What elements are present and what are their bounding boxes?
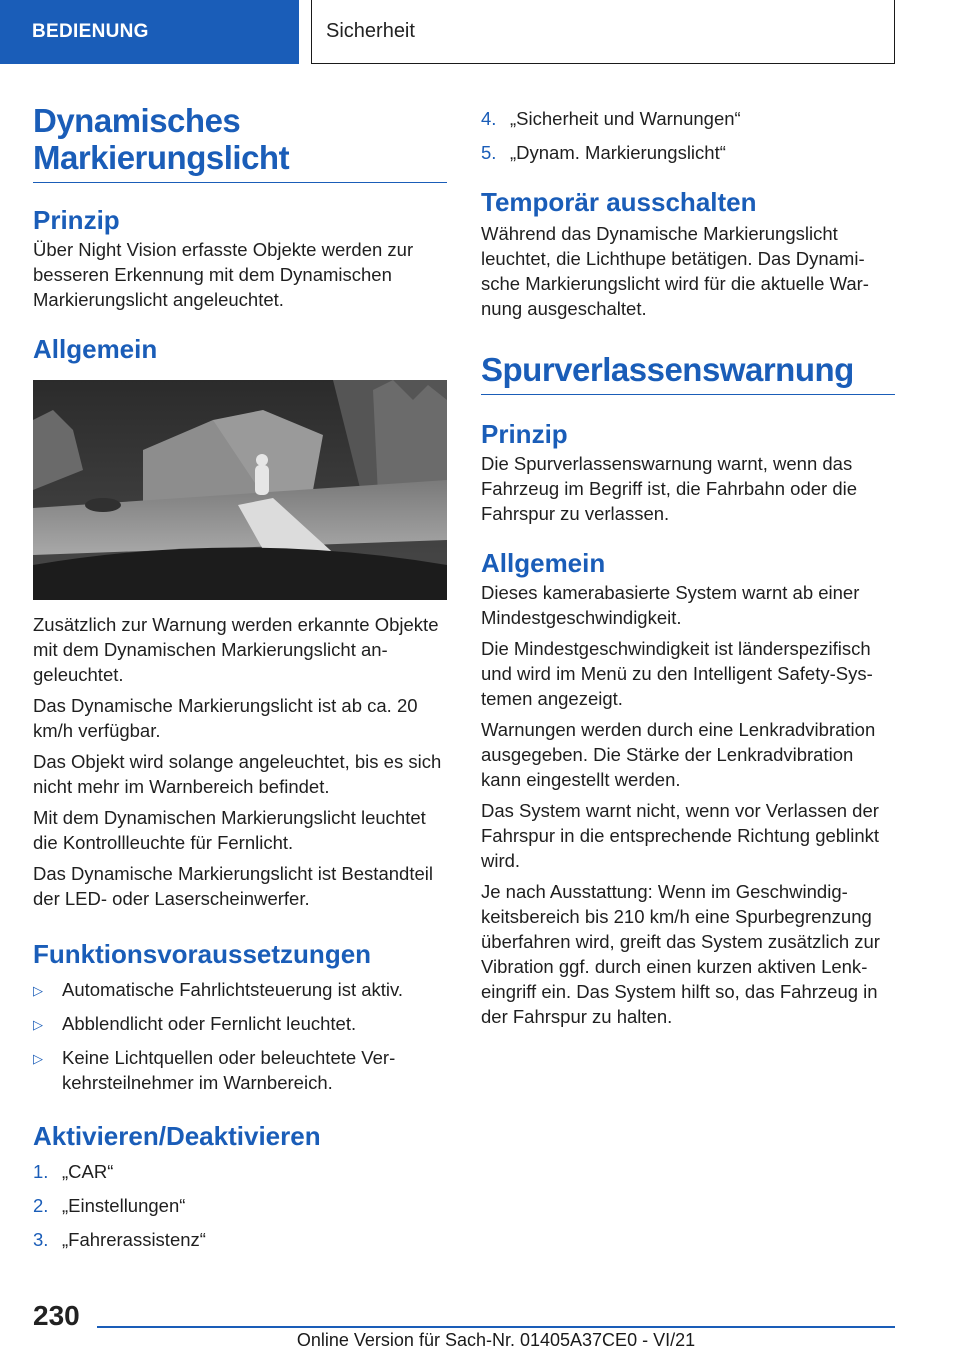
list-item [33,1011,447,1037]
steps-list-continued [481,106,895,165]
step-text: „Dynam. Markierungslicht“ [510,142,726,163]
step-text: „CAR“ [62,1161,114,1182]
step-text: „Fahrerassistenz“ [62,1229,206,1250]
step-text: „Einstellungen“ [62,1195,186,1216]
title-dynamisches-markierungslicht: Dynamisches Markierungslicht [33,102,447,183]
list-item [481,106,895,131]
left-column [33,102,447,1252]
footer-online-version: Online Version für Sach-Nr. 01405A37CE0 - VI/21 [296,1330,696,1350]
list-item [33,1159,447,1184]
list-item-text: Automatische Fahrlichtsteuerung ist aktiv. [62,979,404,1000]
heading-prinzip-spur: Prinzip [481,419,568,449]
spur-paragraph-5: Je nach Ausstattung: Wenn im Geschwindigkeitsbereich bis 210 km/h eine Spurbegrenzung überfahren wird, greift das System zusätzlich zur Vibration ggf. durch einen kurzen aktiven Lenkeingriff ein. Das System hilft so, das Fahrzeug in der Fahrspur zu halten. [481,881,880,1027]
step-number: 3. [33,1229,49,1250]
list-item-text: Abblendlicht oder Fernlicht leuchtet. [62,1013,357,1034]
prinzip-text: Über Night Vision erfasste Objekte werden zur besseren Erkennung mit dem Dynamischen Markierungslicht angeleuchtet. [33,239,414,310]
heading-prinzip: Prinzip [33,205,120,235]
list-item [33,1227,447,1252]
allgemein-paragraph-5: Das Dynamische Markierungslicht ist Bestandteil der LED- oder Laserscheinwerfer. [33,863,433,909]
list-item [33,1193,447,1218]
list-item-text: Keine Lichtquellen oder beleuchtete Verkehrsteilnehmer im Warnbereich. [62,1047,396,1093]
page-number: 230 [33,1300,80,1331]
spur-paragraph-3: Warnungen werden durch eine Lenkradvibration ausgegeben. Die Stärke der Lenkradvibration kann eingestellt werden. [481,719,876,790]
step-number: 2. [33,1195,49,1216]
triangle-bullet-icon: ▷ [33,1051,43,1066]
funktion-list [33,977,447,1095]
triangle-bullet-icon: ▷ [33,983,43,998]
allgemein-paragraph-3: Das Objekt wird solange angeleuchtet, bis es sich nicht mehr im Warnbereich befindet. [33,751,442,797]
heading-allgemein: Allgemein [33,334,158,364]
footer-divider [97,1326,895,1328]
steps-list [33,1159,447,1252]
step-number: 1. [33,1161,49,1182]
right-column [481,106,895,1029]
heading-temporaer-ausschalten: Temporär ausschalten [481,187,757,217]
night-vision-photo [33,380,447,600]
spur-paragraph-2: Die Mindestgeschwindigkeit ist länderspezifisch und wird im Menü zu den Intelligent Safety-Systemen angezeigt. [481,638,873,709]
allgemein-paragraph-4: Mit dem Dynamischen Markierungslicht leuchtet die Kontrollleuchte für Fernlicht. [33,807,426,853]
chapter-label: Sicherheit [326,20,415,42]
section-label: BEDIENUNG [32,21,149,42]
triangle-bullet-icon: ▷ [33,1017,43,1032]
chapter-tab [311,0,895,64]
step-number: 5. [481,142,497,163]
title-spurverlassenswarnung: Spurverlassenswarnung [481,351,895,395]
spur-paragraph-1: Dieses kamerabasierte System warnt ab einer Mindestgeschwindigkeit. [481,582,860,628]
section-tab [0,0,299,64]
list-item [33,977,447,1003]
allgemein-paragraph-2: Das Dynamische Markierungslicht ist ab ca. 20 km/h verfügbar. [33,695,418,741]
list-item [33,1045,447,1095]
list-item [481,140,895,165]
step-text: „Sicherheit und Warnungen“ [510,108,741,129]
heading-allgemein-spur: Allgemein [481,548,606,578]
heading-aktivieren-deaktivieren: Aktivieren/Deaktivieren [33,1121,321,1151]
heading-funktionsvoraussetzungen: Funktionsvoraussetzungen [33,939,372,969]
step-number: 4. [481,108,497,129]
spur-paragraph-4: Das System warnt nicht, wenn vor Verlassen der Fahrspur in die entsprechende Richtung geblinkt wird. [481,800,879,871]
temp-text: Während das Dynamische Markierungslicht leuchtet, die Lichthupe betätigen. Das Dynamische Markierungslicht wird für die aktuelle Warnung ausgeschaltet. [481,223,869,319]
allgemein-paragraph-1: Zusätzlich zur Warnung werden erkannte Objekte mit dem Dynamischen Markierungslicht angeleuchtet. [33,614,439,685]
prinzip-spur-text: Die Spurverlassenswarnung warnt, wenn das Fahrzeug im Begriff ist, die Fahrbahn oder die Fahrspur zu verlassen. [481,453,858,524]
